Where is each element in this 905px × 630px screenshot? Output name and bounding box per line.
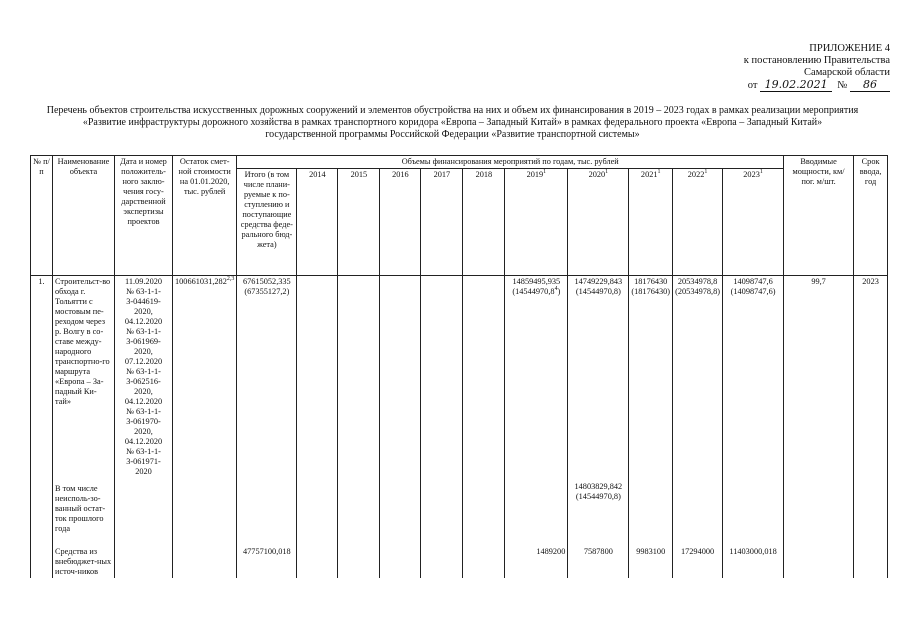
title-line-3: государственной программы Российской Федерации «Развитие транспортной системы» bbox=[265, 129, 640, 140]
row-cell-2017 bbox=[421, 276, 463, 479]
row-cell-2021: 18176430 (18176430) bbox=[629, 276, 673, 479]
row-cell-2019: 14859495,935 (14544970,8$^4$) bbox=[505, 276, 568, 479]
header-year: 2017 bbox=[421, 169, 463, 276]
header-year-2022: 2022$^1$ bbox=[673, 169, 723, 276]
appendix-title: ПРИЛОЖЕНИЕ 4 bbox=[809, 43, 890, 54]
row-extrabudget-2020: 7587800 bbox=[568, 535, 629, 578]
header-year-2021: 2021$^1$ bbox=[629, 169, 673, 276]
row-deadline: 2023 bbox=[854, 276, 888, 479]
row-total: 67615052,335 (67355127,2) bbox=[237, 276, 297, 479]
row-extrabudget-2022: 17294000 bbox=[673, 535, 723, 578]
header-year: 2014 bbox=[297, 169, 338, 276]
header-year-2019: 2019$^1$ bbox=[505, 169, 568, 276]
row-cell-2016 bbox=[380, 276, 421, 479]
empty-cell bbox=[338, 535, 380, 578]
empty-cell bbox=[115, 535, 173, 578]
appendix-date-line bbox=[690, 79, 890, 92]
empty-cell bbox=[380, 478, 421, 535]
decree-date: 19.02.2021 bbox=[760, 79, 832, 92]
header-num: № п/п bbox=[31, 156, 53, 276]
empty-cell bbox=[854, 535, 888, 578]
empty-cell bbox=[115, 478, 173, 535]
empty-cell bbox=[673, 478, 723, 535]
header-expertise: Дата и номер положитель-ного заклю-чения госу-дарственной экспертизы проектов bbox=[115, 156, 173, 276]
empty-cell bbox=[297, 478, 338, 535]
header-name: Наименование объекта bbox=[53, 156, 115, 276]
row-cell-2023: 14098747,6 (14098747,6) bbox=[723, 276, 784, 479]
empty-cell bbox=[297, 535, 338, 578]
appendix-block bbox=[690, 43, 890, 92]
header-deadline: Срок ввода, год bbox=[854, 156, 888, 276]
header-remainder: Остаток смет-ной стоимости на 01.01.2020, тыс. рублей bbox=[173, 156, 237, 276]
document-title bbox=[10, 105, 895, 141]
row-num: 1. bbox=[31, 276, 53, 479]
empty-cell bbox=[173, 478, 237, 535]
empty-cell bbox=[338, 478, 380, 535]
empty-cell bbox=[784, 478, 854, 535]
row-cell-2020: 14749229,843 (14544970,8) bbox=[568, 276, 629, 479]
appendix-line2: к постановлению Правительства bbox=[743, 55, 890, 66]
table-row-extrabudget bbox=[31, 535, 888, 578]
table-row-unused-balance bbox=[31, 478, 888, 535]
row-extrabudget-2019: 1489200 bbox=[505, 535, 568, 578]
row-extrabudget-2023: 11403000,018 bbox=[723, 535, 784, 578]
empty-cell bbox=[31, 478, 53, 535]
from-label: от bbox=[747, 80, 758, 91]
row-cell-2015 bbox=[338, 276, 380, 479]
row-expertise: 11.09.2020 № 63-1-1- 3-044619- 2020, 04.12.2020 № 63-1-1- 3-061969- 2020, 07.12.2020 № 63-1-1- 3-062516- 2020, 04.12.2020 № 63-1-1- 3-061970- 2020, 04.12.2020 № 63-1-1- 3-061971- 2020 bbox=[115, 276, 173, 479]
row-capacity: 99,7 bbox=[784, 276, 854, 479]
financing-table bbox=[30, 155, 888, 578]
header-year-2020: 2020$^1$ bbox=[568, 169, 629, 276]
empty-cell bbox=[421, 535, 463, 578]
row-remainder: 100661031,282$^{2,3}$ bbox=[173, 276, 237, 479]
empty-cell bbox=[784, 535, 854, 578]
empty-cell bbox=[31, 535, 53, 578]
header-capacity: Вводимые мощности, км/ пог. м/шт. bbox=[784, 156, 854, 276]
row-cell-2022: 20534978,8 (20534978,8) bbox=[673, 276, 723, 479]
row-cell-2018 bbox=[463, 276, 505, 479]
empty-cell bbox=[237, 478, 297, 535]
header-year: 2018 bbox=[463, 169, 505, 276]
empty-cell bbox=[463, 478, 505, 535]
decree-number: 86 bbox=[850, 79, 890, 92]
title-line-1: Перечень объектов строительства искусственных дорожных сооружений и элементов обустройства на них и объем их финансирования в 2019 – 2023 годах в рамках реализации мероприятия bbox=[46, 105, 859, 116]
empty-cell bbox=[463, 535, 505, 578]
header-volumes: Объемы финансирования мероприятий по годам, тыс. рублей bbox=[237, 156, 784, 169]
row-unused-2020: 14803829,842 (14544970,8) bbox=[568, 478, 629, 535]
empty-cell bbox=[629, 478, 673, 535]
title-line-2: «Развитие инфраструктуры дорожного хозяйства в рамках транспортного коридора «Европа – Западный Китай» в рамках федерального проекта «Европа – Западный Китай» bbox=[82, 117, 823, 128]
empty-cell bbox=[421, 478, 463, 535]
empty-cell bbox=[505, 478, 568, 535]
empty-cell bbox=[173, 535, 237, 578]
number-label: № bbox=[837, 80, 848, 91]
empty-cell bbox=[723, 478, 784, 535]
row-unused-name: В том числе неисполь-зо-ванный остат-ток прошлого года bbox=[53, 478, 115, 535]
header-year-2023: 2023$^1$ bbox=[723, 169, 784, 276]
row-object-name: Строительст-во обхода г. Тольятти с мостовым пе-реходом через р. Волгу в со-ставе между-народного транспортно-го маршрута «Европа – За-падный Ки-тай» bbox=[53, 276, 115, 479]
row-extrabudget-name: Средства из внебюджет-ных источ-ников bbox=[53, 535, 115, 578]
empty-cell bbox=[380, 535, 421, 578]
header-total: Итого (в том числе плани-руемые к по-ступлению и поступающие средства феде-рального бюд-жета) bbox=[237, 169, 297, 276]
row-extrabudget-total: 47757100,018 bbox=[237, 535, 297, 578]
row-cell-2014 bbox=[297, 276, 338, 479]
appendix-line3: Самарской области bbox=[804, 67, 890, 78]
row-extrabudget-2021: 9983100 bbox=[629, 535, 673, 578]
header-year: 2015 bbox=[338, 169, 380, 276]
table-row-object bbox=[31, 276, 888, 479]
header-year: 2016 bbox=[380, 169, 421, 276]
empty-cell bbox=[854, 478, 888, 535]
